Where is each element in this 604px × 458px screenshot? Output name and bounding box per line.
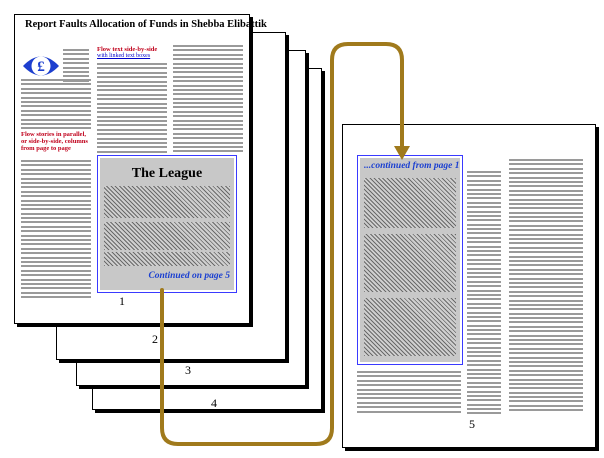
heading-flow-text: Flow text side-by-side — [97, 46, 158, 53]
continued-from-label: ...continued from page 1 — [364, 161, 460, 171]
frame-title: The League — [131, 166, 203, 181]
page-number-5: 5 — [469, 417, 475, 431]
page-number-2: 2 — [152, 332, 158, 346]
heading-linked-boxes: with linked text boxes — [97, 53, 151, 59]
document-title: Report Faults Allocation of Funds in Shebba Elibattik — [25, 19, 267, 30]
page-number-3: 3 — [185, 363, 191, 377]
page-number-4: 4 — [211, 396, 217, 410]
heading-flow-stories: Flow stories in parallel, or side-by-side, columns from page to page — [21, 131, 88, 152]
continued-on-label: Continued on page 5 — [148, 271, 230, 281]
svg-text:£: £ — [37, 59, 45, 75]
page-number-1: 1 — [119, 294, 125, 308]
